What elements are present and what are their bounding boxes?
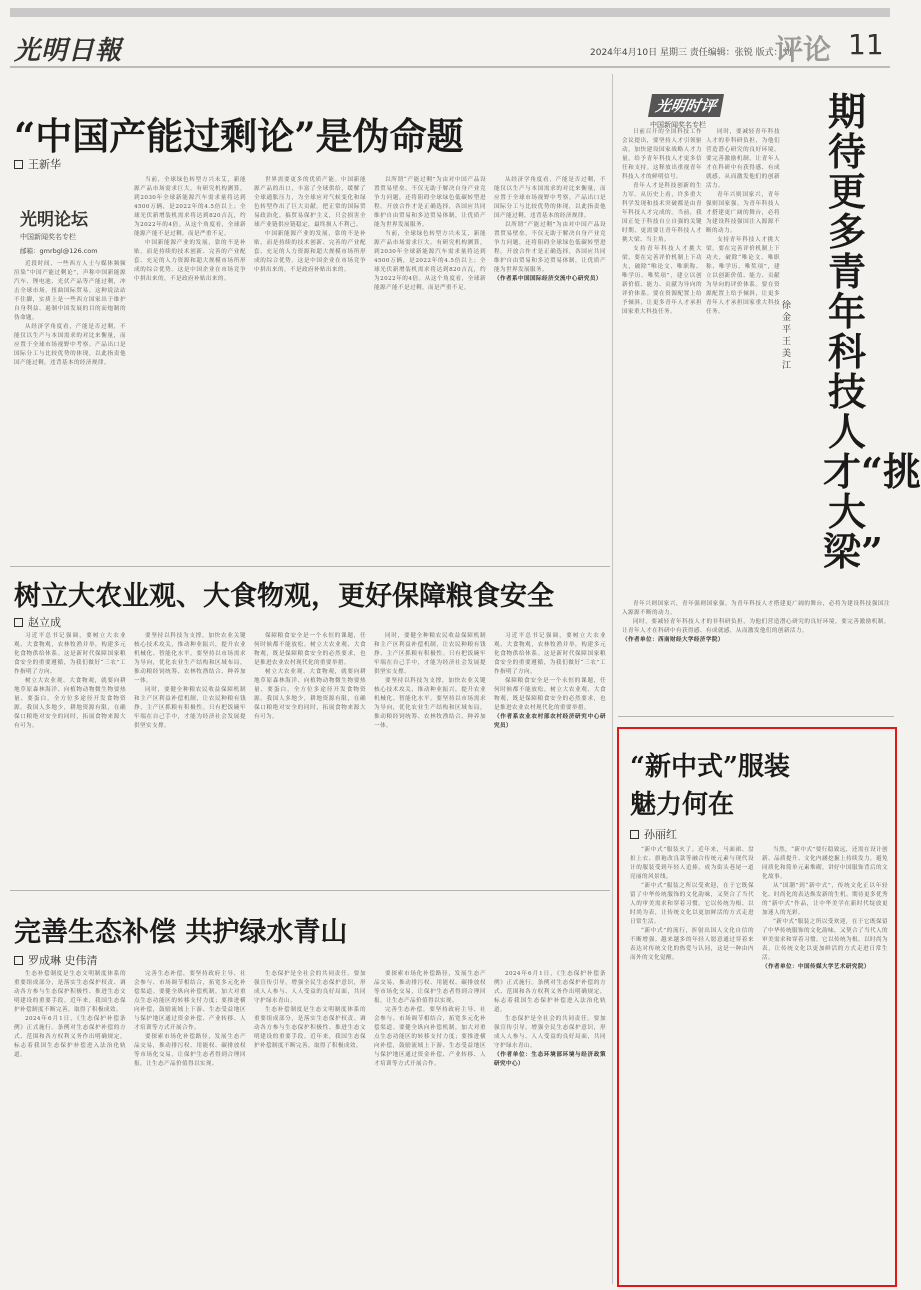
note-a1: （作者系中国国际经济交流中心研究员） [494, 276, 602, 282]
headline-a4: 期待更多青年科技人才“挑大梁” [823, 89, 921, 574]
byline-a2: 赵立成 [14, 614, 61, 630]
dateline: 2024年4月10日 星期三 责任编辑：张锐 版式：刘 [590, 48, 792, 58]
byline-a1: 王新华 [14, 156, 61, 172]
body-a1-col-2: 当前，全球绿色转型方兴未艾，新能源产品市场需求巨大。有研究机构测算，到2030年全球新能源汽车需求量将达到4500万辆，是2022年的4.5倍以上；全球光伏新增装机需求将达到820吉瓦，约为2022年的4倍。从这个角度看，全球新能源产能不是过剩，而是严重不足。 中国新能源产业的发展，靠的不是补贴，而是持续的技术创新、完善的产业配套、充足的人力资源和超大规模市场所形成的综合优势。这是中国企业在市场竞争中拼出来的，不是政府补贴出来的。 [134, 177, 246, 282]
headline-a3: 完善生态补偿 共护绿水青山 [14, 917, 348, 948]
body-a3-col-5: 2024年6月1日，《生态保护补偿条例》正式施行。条例对生态保护补偿的方式、范围和各方权利义务作出明确规定，标志着我国生态保护补偿进入法治化轨道。 生态保护是全社会的共同责任。要加强宣传引导，增强全民生态保护意识，形成人人参与、人人受益的良好局面，共同守护绿水青山。 （作者单位：生态环境部环境与经济政策研究中心） [494, 971, 606, 1067]
body-a5-col-1: “新中式”服装火了。近年来，马面裙、盘扣上衣、旗袍改良款等融合传统元素与现代设计的服装受到年轻人追捧，成为街头巷尾一道亮丽的风景线。 “新中式”服装之所以受欢迎，在于它既保留了中华传统服饰的文化韵味，又契合了当代人的审美需求和穿着习惯。它以传统为根、以时尚为表，让传统文化以更加鲜活的方式走进日常生活。 “新中式”的流行，折射出国人文化自信的不断增强。越来越多的年轻人愿意通过穿着来表达对传统文化的热爱与认同，这是一种由内而外的文化觉醒。 [630, 847, 754, 961]
byline-a5: 孙丽红 [630, 826, 677, 842]
byline-a3: 罗成琳 史伟清 [14, 952, 98, 968]
body-a2-col-4: 同时，要健全种粮农民收益保障机制和主产区利益补偿机制，让农民种粮有钱挣、主产区抓粮有积极性。只有把饭碗牢牢端在自己手中，才能为经济社会发展提供坚实支撑。 要坚持以科技为支撑，加快农业关键核心技术攻关，推动种业振兴，提升农业机械化、智能化水平。要坚持以市场需求为导向，优化农业生产结构和区域布局，推动粮经饲统筹、农林牧渔结合、种养加一体。 [374, 633, 486, 729]
body-a3-col-3: 生态保护是全社会的共同责任。要加强宣传引导，增强全民生态保护意识，形成人人参与、人人受益的良好局面，共同守护绿水青山。 生态补偿制度是生态文明制度体系的重要组成部分，是落实生态保护权责、调动各方参与生态保护积极性、推进生态文明建设的重要手段。近年来，我国生态保护补偿制度不断完善，取得了积极成效。 [254, 971, 366, 1049]
divider-a1 [10, 566, 610, 567]
body-a4-col-1: 日前召开的全国科技工作会议提出，要坚持人才引领驱动，加快建设国家战略人才力量，给予青年科技人才更多信任和支持。这释放出重视青年科技人才的鲜明信号。 青年人才是科技创新的生力军。从历史上看，许多重大科学发现和技术突破都是由青年科技人才完成的。当前，我国正处于科技自立自强的关键时期，更需要让青年科技人才挑大梁、当主角。 支持青年科技人才挑大梁，要在完善评价机制上下功夫，破除“唯论文、唯职称、唯学历、唯奖项”，建立以创新价值、能力、贡献为导向的评价体系。要在资源配置上给予倾斜，让更多青年人才承担国家重大科技任务。 [622, 129, 702, 315]
divider-a4 [618, 716, 894, 717]
note-a4: （作者单位：西南财经大学经济学院） [622, 637, 724, 643]
body-a2-col-5: 习近平总书记强调，要树立大农业观、大食物观，农林牧渔并举，构建多元化食物供给体系。这是新时代保障国家粮食安全的重要遵循，为我们做好“三农”工作指明了方向。 保障粮食安全是一个永恒的课题，任何时候都不能放松。树立大农业观、大食物观，既是保障粮食安全的必然要求，也是推进农业农村现代化的重要举措。 （作者系农业农村部农村经济研究中心研究员） [494, 633, 606, 729]
body-a3-col-2: 完善生态补偿，要坚持政府主导、社会参与、市场调节相结合，拓宽多元化补偿渠道。要健全纵向补偿机制，加大对重点生态功能区的转移支付力度；要推进横向补偿，鼓励流域上下游、生态受益地区与保护地区通过资金补偿、产业转移、人才培训等方式开展合作。 要探索市场化补偿路径，发展生态产品交易，推动排污权、用能权、碳排放权等市场化交易，让保护生态者得到合理回报，让生态产品价值得以实现。 [134, 971, 246, 1067]
note-a2: （作者系农业农村部农村经济研究中心研究员） [494, 714, 606, 729]
note-a5: （作者单位：中国传媒大学艺术研究院） [762, 964, 870, 970]
forum-logo: 光明论坛 [20, 210, 88, 230]
shiping-column-badge [650, 94, 785, 130]
body-a1-col-5: 从经济学角度看，产能是否过剩，不能仅以生产与本国需求的对比来衡量，而应置于全球市场视野中考察。产品出口是国际分工与比较优势的体现，以此指责他国产能过剩，违背基本的经济规律。 以所谓“产能过剩”为由对中国产品设置贸易壁垒，不仅无助于解决自身产业竞争力问题，还将阻碍全球绿色低碳转型进程。开放合作才是正确选择，各国应共同维护自由贸易和多边贸易体制，让优质产能为世界发展服务。 （作者系中国国际经济交流中心研究员） [494, 177, 606, 282]
body-a4-col-2: 同时，要减轻青年科技人才的非科研负担，为他们营造潜心研究的良好环境。要完善激励机制，让青年人才在科研中有获得感、有成就感，从而激发他们的创新活力。 青年兴则国家兴，青年强则国家强。为青年科技人才搭建更广阔的舞台，必将为建设科技强国注入源源不断的动力。 支持青年科技人才挑大梁，要在完善评价机制上下功夫，破除“唯论文、唯职称、唯学历、唯奖项”，建立以创新价值、能力、贡献为导向的评价体系。要在资源配置上给予倾斜，让更多青年人才承担国家重大科技任务。 [706, 129, 780, 315]
body-a2-col-1: 习近平总书记强调，要树立大农业观、大食物观，农林牧渔并举，构建多元化食物供给体系。这是新时代保障国家粮食安全的重要遵循，为我们做好“三农”工作指明了方向。 树立大农业观、大食物观，就要向耕地草原森林海洋、向植物动物微生物要热量、要蛋白，全方位多途径开发食物资源。我国人多地少，耕地资源有限，在确保口粮绝对安全的同时，拓展食物来源大有可为。 [14, 633, 126, 729]
forum-subtitle: 中国新闻奖名专栏 [20, 233, 76, 241]
body-a1-col-1: 近段时间，一些西方人士与媒体频频渲染“中国产能过剩论”，声称中国新能源汽车、锂电池、光伏产品等产能过剩，冲击全球市场，扭曲国际贸易。这种说法站不住脚，实质上是一些西方国家出于维护自身利益、遏制中国发展的目的而炮制的伪命题。 从经济学角度看，产能是否过剩，不能仅以生产与本国需求的对比来衡量，而应置于全球市场视野中考察。产品出口是国际分工与比较优势的体现，以此指责他国产能过剩，违背基本的经济规律。 [14, 261, 126, 366]
body-a5-col-2: 当然，“新中式”要行稳致远，还需在设计创新、品质提升、文化内涵挖掘上持续发力，避免同质化和简单元素堆砌，讲好中国服饰背后的文化故事。 从“国潮”到“新中式”，传统文化正以年轻化、时尚化的表达焕发新的生机。期待更多优秀的“新中式”作品，让中华美学在新时代绽放更加迷人的光彩。 “新中式”服装之所以受欢迎，在于它既保留了中华传统服饰的文化韵味，又契合了当代人的审美需求和穿着习惯。它以传统为根、以时尚为表，让传统文化以更加鲜活的方式走进日常生活。 （作者单位：中国传媒大学艺术研究院） [762, 847, 888, 970]
shiping-subtitle: 中国新闻奖名专栏 [650, 121, 706, 129]
top-bar [10, 8, 890, 17]
body-a3-col-1: 生态补偿制度是生态文明制度体系的重要组成部分，是落实生态保护权责、调动各方参与生态保护积极性、推进生态文明建设的重要手段。近年来，我国生态保护补偿制度不断完善，取得了积极成效。 2024年6月1日，《生态保护补偿条例》正式施行。条例对生态保护补偿的方式、范围和各方权利义务作出明确规定，标志着我国生态保护补偿进入法治化轨道。 [14, 971, 126, 1058]
byline-a4: 徐金平 王美江 [782, 301, 792, 371]
body-a1-col-4: 以所谓“产能过剩”为由对中国产品设置贸易壁垒，不仅无助于解决自身产业竞争力问题，还将阻碍全球绿色低碳转型进程。开放合作才是正确选择，各国应共同维护自由贸易和多边贸易体制，让优质产能为世界发展服务。 当前，全球绿色转型方兴未艾，新能源产品市场需求巨大。有研究机构测算，到2030年全球新能源汽车需求量将达到4500万辆，是2022年的4.5倍以上；全球光伏新增装机需求将达到820吉瓦，约为2022年的4倍。从这个角度看，全球新能源产能不是过剩，而是严重不足。 [374, 177, 486, 291]
body-a2-col-2: 要坚持以科技为支撑，加快农业关键核心技术攻关，推动种业振兴，提升农业机械化、智能化水平。要坚持以市场需求为导向，优化农业生产结构和区域布局，推动粮经饲统筹、农林牧渔结合、种养加一体。 同时，要健全种粮农民收益保障机制和主产区利益补偿机制，让农民种粮有钱挣、主产区抓粮有积极性。只有把饭碗牢牢端在自己手中，才能为经济社会发展提供坚实支撑。 [134, 633, 246, 729]
forum-mail: 邮箱：gmrbgl@126.com [20, 247, 98, 255]
shiping-logo: 光明时评 [648, 94, 724, 117]
body-a1-col-3: 世界需要更多的优质产能。中国新能源产品的出口，丰富了全球供给，缓解了全球通胀压力，为全球应对气候变化和绿色转型作出了巨大贡献。把正常的国际贸易政治化，搞贸易保护主义，只会损害全球产业链供应链稳定，最终损人不利己。 中国新能源产业的发展，靠的不是补贴，而是持续的技术创新、完善的产业配套、充足的人力资源和超大规模市场所形成的综合优势。这是中国企业在市场竞争中拼出来的，不是政府补贴出来的。 [254, 177, 366, 273]
headline-a5-line2: 魅力何在 [630, 790, 735, 820]
highlight-box [617, 727, 897, 1287]
section-title: 评论 [775, 33, 832, 66]
page-number: 11 [848, 28, 884, 61]
header-rule [10, 66, 890, 68]
note-a3: （作者单位：生态环境部环境与经济政策研究中心） [494, 1052, 606, 1067]
headline-a5-line1: “新中式”服装 [630, 752, 790, 782]
divider-a2 [10, 890, 610, 891]
body-a4-col-3: 青年兴则国家兴，青年强则国家强。为青年科技人才搭建更广阔的舞台，必将为建设科技强国注入源源不断的动力。 同时，要减轻青年科技人才的非科研负担，为他们营造潜心研究的良好环境。要完善激励机制，让青年人才在科研中有获得感、有成就感，从而激发他们的创新活力。 （作者单位：西南财经大学经济学院） [622, 601, 890, 643]
forum-column-badge [20, 205, 120, 255]
headline-a2: 树立大农业观、大食物观，更好保障粮食安全 [14, 581, 554, 612]
headline-a1: “中国产能过剩论”是伪命题 [14, 114, 464, 158]
column-divider [612, 74, 613, 1284]
body-a2-col-3: 保障粮食安全是一个永恒的课题，任何时候都不能放松。树立大农业观、大食物观，既是保障粮食安全的必然要求，也是推进农业农村现代化的重要举措。 树立大农业观、大食物观，就要向耕地草原森林海洋、向植物动物微生物要热量、要蛋白，全方位多途径开发食物资源。我国人多地少，耕地资源有限，在确保口粮绝对安全的同时，拓展食物来源大有可为。 [254, 633, 366, 720]
body-a3-col-4: 要探索市场化补偿路径，发展生态产品交易，推动排污权、用能权、碳排放权等市场化交易，让保护生态者得到合理回报，让生态产品价值得以实现。 完善生态补偿，要坚持政府主导、社会参与、市场调节相结合，拓宽多元化补偿渠道。要健全纵向补偿机制，加大对重点生态功能区的转移支付力度；要推进横向补偿，鼓励流域上下游、生态受益地区与保护地区通过资金补偿、产业转移、人才培训等方式开展合作。 [374, 971, 486, 1067]
masthead: 光明日報 [14, 36, 123, 66]
